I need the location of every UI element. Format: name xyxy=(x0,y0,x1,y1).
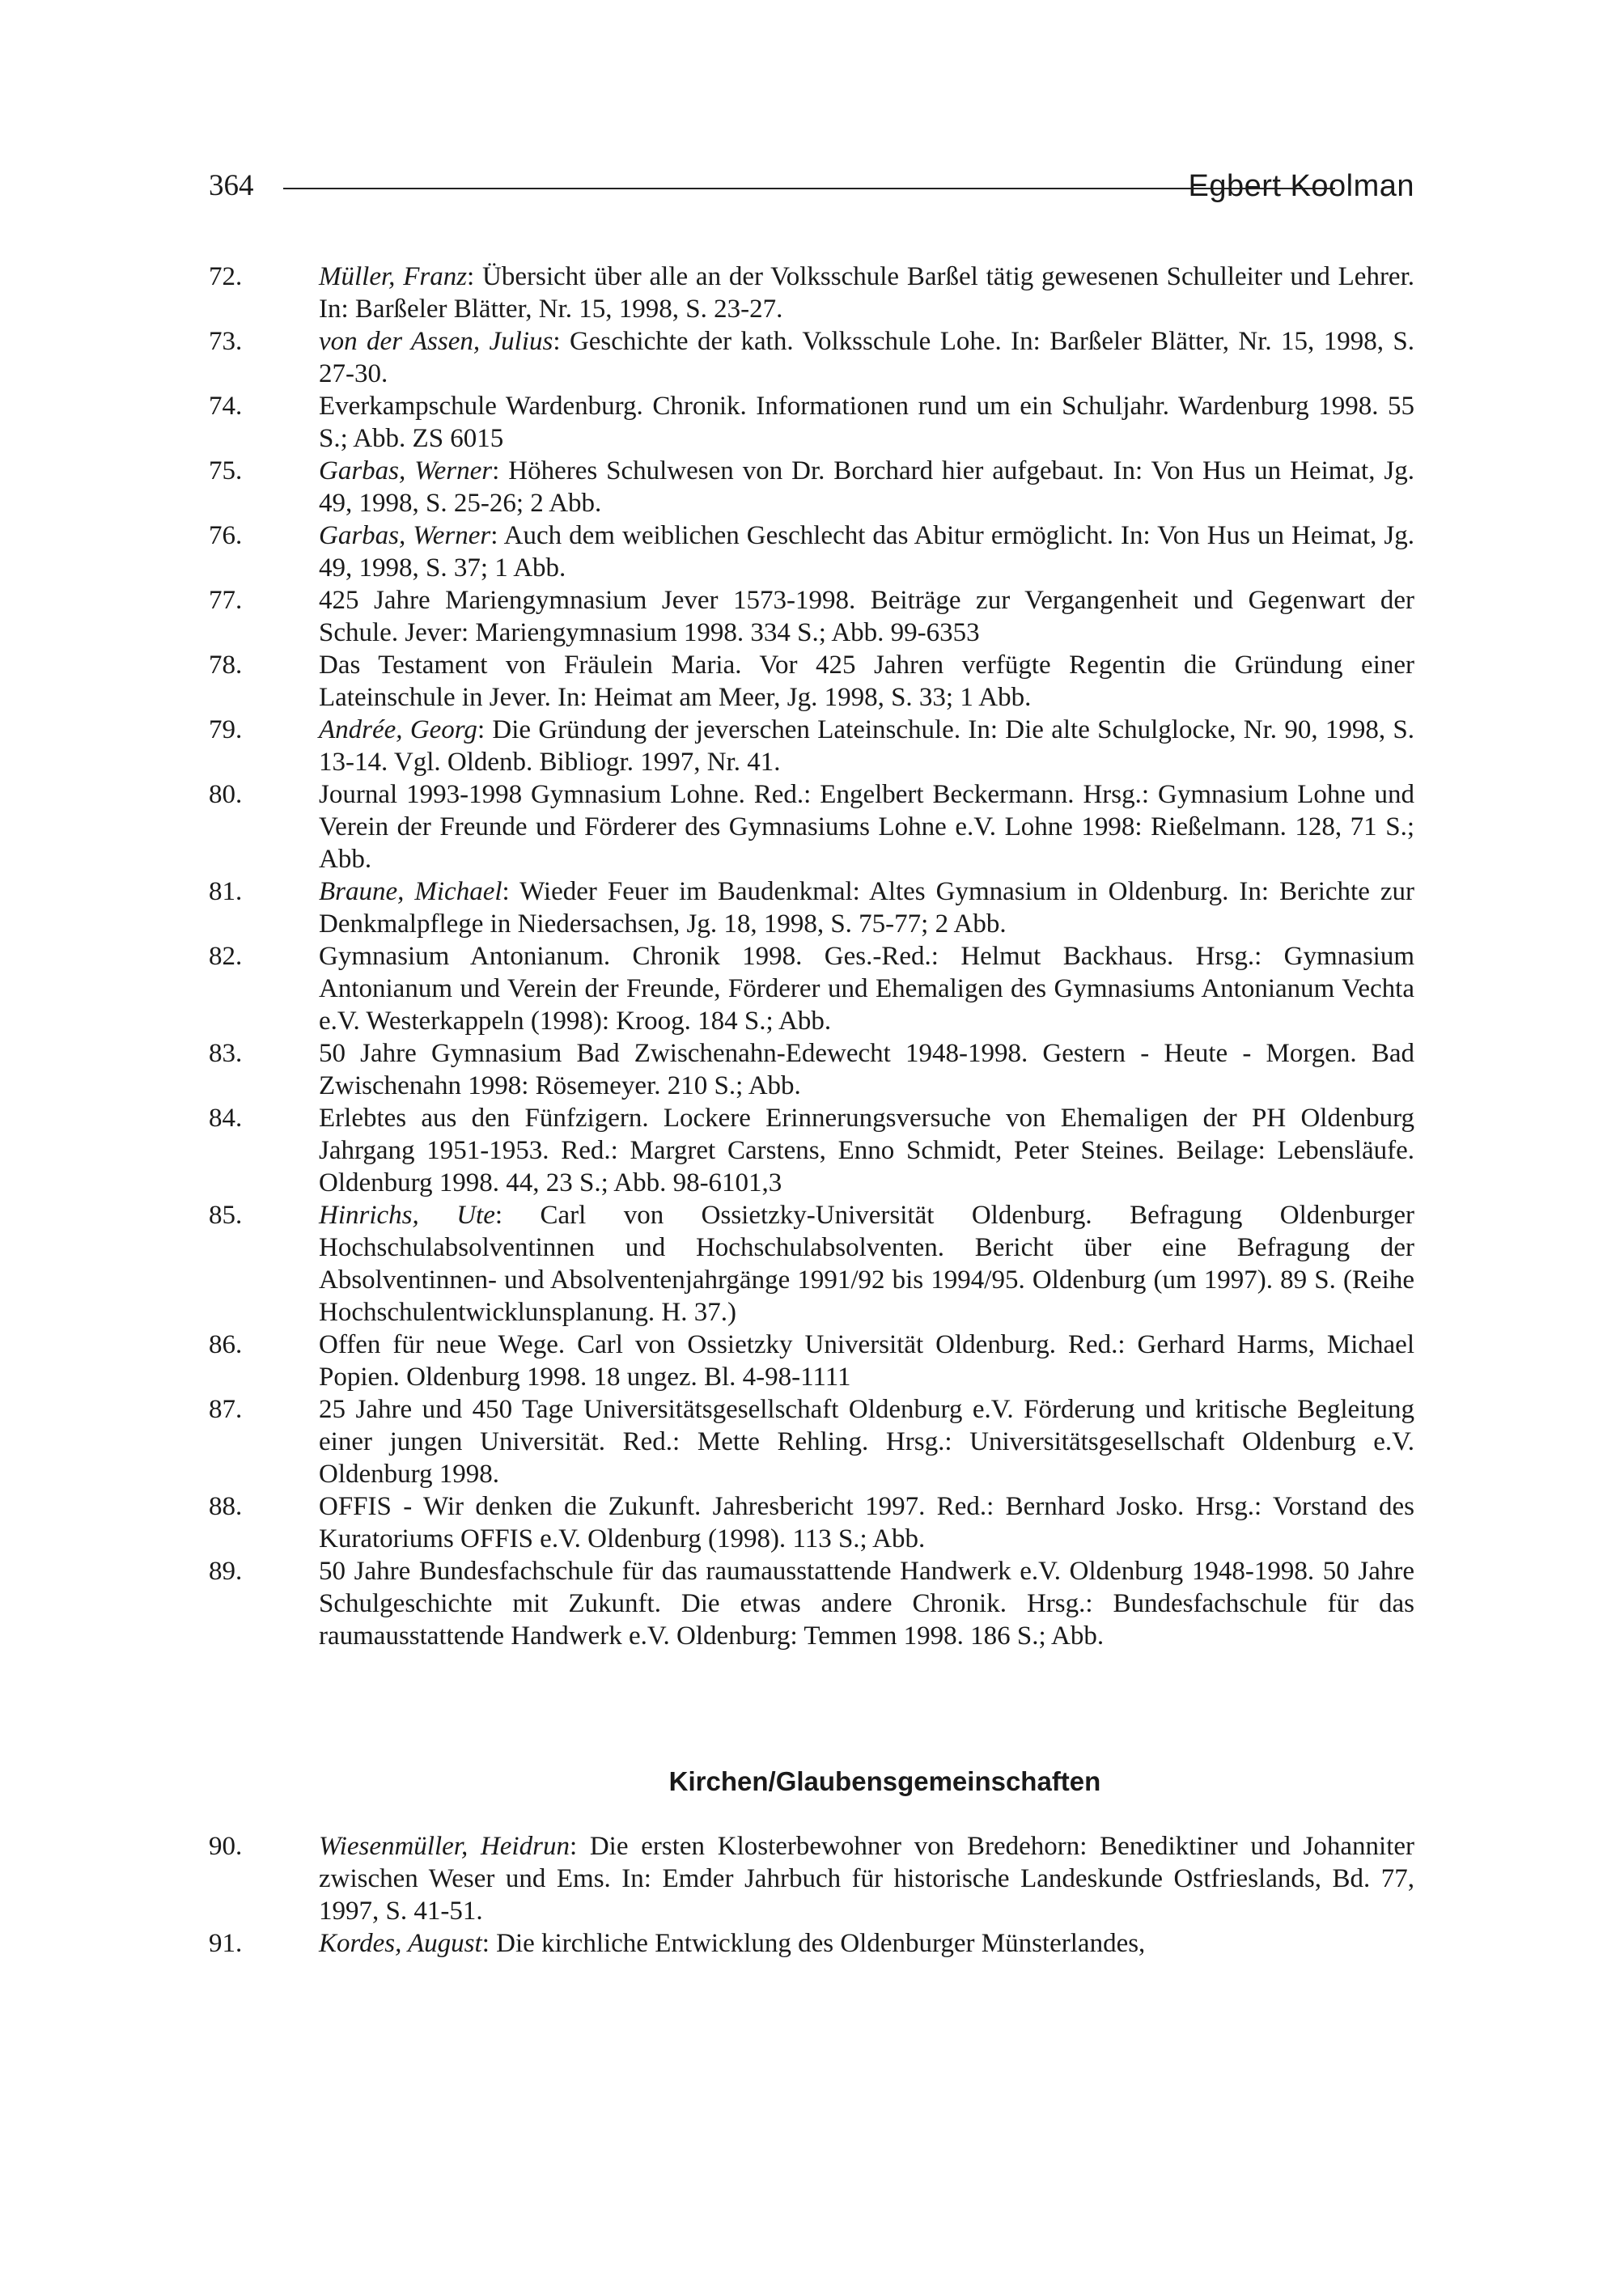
bibliography-entry xyxy=(209,714,1414,778)
entry-number: 72. xyxy=(209,262,243,291)
entry-number: 81. xyxy=(209,877,243,906)
bibliography-entry xyxy=(209,390,1414,455)
entry-text: : Die ersten Klosterbewohner von Bredehorn: Benediktiner und Johanniter zwischen Weser und Ems. In: Emder Jahrbuch für historische Landeskunde Ostfrieslands, Bd. 77, 1997, S. 41-51. xyxy=(319,1832,1415,1926)
entry-text: Erlebtes aus den Fünfzigern. Lockere Erinnerungsversuche von Ehemaligen der PH Oldenburg Jahrgang 1951-1953. Red.: Margret Carstens, Enno Schmidt, Peter Steines. Beilage: Lebensläufe. Oldenburg 1998. 44, 23 S.; Abb. 98-6101,3 xyxy=(319,1104,1414,1197)
entry-text: 425 Jahre Mariengymnasium Jever 1573-1998. Beiträge zur Vergangenheit und Gegenwart der Schule. Jever: Mariengymnasium 1998. 334 S.; Abb. 99-6353 xyxy=(319,586,1414,647)
entry-text: 25 Jahre und 450 Tage Universitätsgesellschaft Oldenburg e.V. Förderung und kritische Begleitung einer jungen Universität. Red.: Mette Rehling. Hrsg.: Universitätsgesellschaft Oldenburg e.V. Oldenburg 1998. xyxy=(319,1395,1414,1489)
entry-number: 83. xyxy=(209,1039,243,1068)
entry-author: Hinrichs, Ute xyxy=(319,1201,495,1230)
bibliography-entry xyxy=(209,584,1414,649)
bibliography-entry xyxy=(209,519,1414,584)
bibliography-entry xyxy=(209,1830,1414,1927)
entry-number: 84. xyxy=(209,1104,243,1133)
bibliography-entry xyxy=(209,649,1414,714)
running-head-author: Egbert Koolman xyxy=(1188,169,1414,203)
entry-text: : Carl von Ossietzky-Universität Oldenburg. Befragung Oldenburger Hochschulabsolventinnen und Hochschulabsolventen. Bericht über eine Befragung der Absolventinnen- und Absolventenjahrgänge 1991/92 bis 1994/95. Oldenburg (um 1997). 89 S. (Reihe Hochschulentwicklunsplanung. H. 37.) xyxy=(319,1201,1414,1327)
entry-number: 77. xyxy=(209,586,243,615)
entry-author: Müller, Franz xyxy=(319,262,468,291)
bibliography-entry xyxy=(209,1393,1414,1490)
entry-author: Braune, Michael xyxy=(319,877,502,906)
entry-text: : Wieder Feuer im Baudenkmal: Altes Gymnasium in Oldenburg. In: Berichte zur Denkmalpflege in Niedersachsen, Jg. 18, 1998, S. 75-77; 2 Abb. xyxy=(319,877,1414,939)
entry-text: Journal 1993-1998 Gymnasium Lohne. Red.: Engelbert Beckermann. Hrsg.: Gymnasium Lohne und Verein der Freunde und Förderer des Gymnasiums Lohne e.V. Lohne 1998: Rießelmann. 128, 71 S.; Abb. xyxy=(319,780,1414,874)
entry-text: 50 Jahre Bundesfachschule für das raumausstattende Handwerk e.V. Oldenburg 1948-1998. 50 Jahre Schulgeschichte mit Zukunft. Die etwas andere Chronik. Hrsg.: Bundesfachschule für das raumausstattende Handwerk e.V. Oldenburg: Temmen 1998. 186 S.; Abb. xyxy=(319,1557,1414,1651)
entry-text: Offen für neue Wege. Carl von Ossietzky Universität Oldenburg. Red.: Gerhard Harms, Michael Popien. Oldenburg 1998. 18 ungez. Bl. 4-98-1111 xyxy=(319,1330,1414,1392)
entry-author: Garbas, Werner xyxy=(319,456,493,485)
entry-number: 75. xyxy=(209,456,243,485)
bibliography-entry xyxy=(209,1555,1414,1652)
page-number: 364 xyxy=(209,169,254,202)
entry-text: Das Testament von Fräulein Maria. Vor 425 Jahren verfügte Regentin die Gründung einer Lateinschule in Jever. In: Heimat am Meer, Jg. 1998, S. 33; 1 Abb. xyxy=(319,651,1414,712)
entry-text: : Die kirchliche Entwicklung des Oldenburger Münsterlandes, xyxy=(481,1929,1146,1958)
bibliography-entry xyxy=(209,875,1414,940)
entry-number: 79. xyxy=(209,715,243,744)
entry-author: von der Assen, Julius xyxy=(319,327,553,356)
entry-text: : Geschichte der kath. Volksschule Lohe. In: Barßeler Blätter, Nr. 15, 1998, S. 27-30. xyxy=(319,327,1414,388)
bibliography-entry xyxy=(209,261,1414,325)
bibliography-entry xyxy=(209,940,1414,1037)
entry-number: 82. xyxy=(209,942,243,971)
entry-number: 87. xyxy=(209,1395,243,1424)
entry-text: : Auch dem weiblichen Geschlecht das Abitur ermöglicht. In: Von Hus un Heimat, Jg. 49, 1998, S. 37; 1 Abb. xyxy=(319,521,1414,583)
entry-text: OFFIS - Wir denken die Zukunft. Jahresbericht 1997. Red.: Bernhard Josko. Hrsg.: Vorstand des Kuratoriums OFFIS e.V. Oldenburg (1998). 113 S.; Abb. xyxy=(319,1492,1414,1553)
bibliography-entry xyxy=(209,778,1414,875)
entry-number: 80. xyxy=(209,780,243,809)
entry-number: 74. xyxy=(209,392,243,421)
entry-number: 85. xyxy=(209,1201,243,1230)
entry-number: 76. xyxy=(209,521,243,550)
entry-number: 88. xyxy=(209,1492,243,1521)
entry-number: 89. xyxy=(209,1557,243,1586)
entry-number: 90. xyxy=(209,1832,243,1861)
entry-text: : Übersicht über alle an der Volksschule Barßel tätig gewesenen Schulleiter und Lehrer. In: Barßeler Blätter, Nr. 15, 1998, S. 23-27. xyxy=(319,262,1414,324)
header-rule xyxy=(283,188,1335,189)
bibliography-list xyxy=(209,261,1414,1652)
entry-author: Kordes, August xyxy=(319,1929,482,1958)
entry-text: Gymnasium Antonianum. Chronik 1998. Ges.-Red.: Helmut Backhaus. Hrsg.: Gymnasium Antonianum und Verein der Freunde, Förderer und Ehemaligen des Gymnasiums Antonianum Vechta e.V. Westerkappeln (1998): Kroog. 184 S.; Abb. xyxy=(319,942,1414,1036)
bibliography-entry xyxy=(209,1199,1414,1329)
entry-author: Andrée, Georg xyxy=(319,715,477,744)
bibliography-entry xyxy=(209,325,1414,390)
entry-text: 50 Jahre Gymnasium Bad Zwischenahn-Edewecht 1948-1998. Gestern - Heute - Morgen. Bad Zwischenahn 1998: Rösemeyer. 210 S.; Abb. xyxy=(319,1039,1414,1100)
bibliography-entry xyxy=(209,1927,1414,1960)
entry-number: 86. xyxy=(209,1330,243,1359)
bibliography-list-continued xyxy=(209,1830,1414,1960)
bibliography-entry xyxy=(209,1329,1414,1393)
entry-number: 73. xyxy=(209,327,243,356)
entry-text: : Die Gründung der jeverschen Lateinschule. In: Die alte Schulglocke, Nr. 90, 1998, S. 13-14. Vgl. Oldenb. Bibliogr. 1997, Nr. 41. xyxy=(319,715,1415,777)
bibliography-entry xyxy=(209,1037,1414,1102)
entry-text: Everkampschule Wardenburg. Chronik. Informationen rund um ein Schuljahr. Wardenburg 1998. 55 S.; Abb. ZS 6015 xyxy=(319,392,1414,453)
entry-author: Wiesenmüller, Heidrun xyxy=(319,1832,570,1861)
entry-number: 91. xyxy=(209,1929,243,1958)
bibliography-entry xyxy=(209,455,1414,519)
entry-text: : Höheres Schulwesen von Dr. Borchard hier aufgebaut. In: Von Hus un Heimat, Jg. 49, 1998, S. 25-26; 2 Abb. xyxy=(319,456,1414,518)
bibliography-entry xyxy=(209,1102,1414,1199)
entry-author: Garbas, Werner xyxy=(319,521,491,550)
section-heading: Kirchen/Glaubensgemeinschaften xyxy=(668,1766,1101,1796)
entry-number: 78. xyxy=(209,651,243,680)
bibliography-entry xyxy=(209,1490,1414,1555)
running-head xyxy=(209,162,1414,210)
